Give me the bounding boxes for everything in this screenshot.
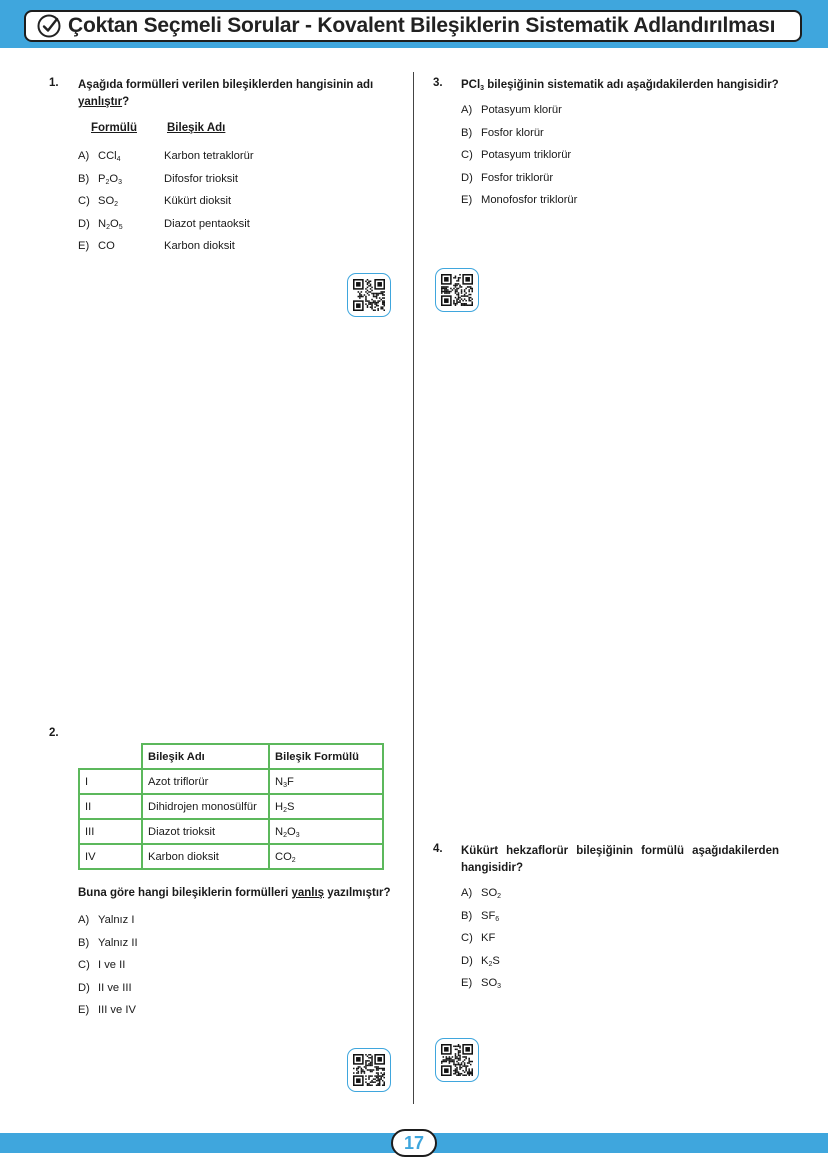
table-header-formula: Bileşik Formülü [269,744,383,769]
option-formula: CO [98,240,115,252]
answer-option-d[interactable] [461,950,779,973]
question-2-stem-underlined: yanlış [291,887,325,899]
option-text: Monofosfor triklorür [481,194,578,206]
option-formula: $SO_2$ [98,195,119,208]
answer-option-d[interactable] [78,213,395,236]
option-text: Potasyum klorür [481,104,562,116]
option-letter: D) [461,954,473,967]
option-compound-name: Karbon dioksit [164,240,235,252]
option-text: Fosfor triklorür [481,171,554,184]
question-1-stem-end: ? [122,96,130,108]
q1-col-formula: Formülü [91,122,137,134]
question-1-options [78,145,395,258]
table-cell-formula: $H_2S$ [269,794,383,819]
option-letter: C) [78,195,90,207]
question-3-number: 3. [433,77,443,89]
table-cell-formula: $N_3F$ [269,769,383,794]
option-text: KF [481,932,496,944]
question-2-stem-text: Buna göre hangi bileşiklerin formülleri [78,887,289,899]
table-row [79,794,383,819]
table-cell-name: Azot triflorür [142,769,269,794]
answer-option-b[interactable] [78,168,395,191]
answer-option-c[interactable] [461,144,791,167]
table-body [79,769,383,869]
question-4-options [461,882,779,995]
option-letter: D) [78,217,90,230]
answer-option-b[interactable] [78,932,395,955]
option-text: III ve IV [98,1004,136,1016]
question-4-stem: Kükürt hekzaflorür bileşiğinin formülü aşağıdakilerden hangisidir? [461,845,779,874]
title-box [24,10,802,42]
table-cell-formula: $CO_2$ [269,844,383,869]
question-1-stem-underlined: yanlıştır [78,96,123,108]
page-title: Çoktan Seçmeli Sorular - Kovalent Bileşiklerin Sistematik Adlandırılması [68,14,776,37]
question-2-number: 2. [49,727,59,739]
answer-option-a[interactable] [78,145,395,168]
answer-option-e[interactable] [78,999,395,1022]
table-cell-roman: III [79,819,142,844]
option-compound-name: Diazot pentaoksit [164,217,250,230]
table-cell-roman: I [79,769,142,794]
option-letter: D) [78,981,90,994]
answer-option-a[interactable] [78,909,395,932]
answer-option-e[interactable] [78,235,395,258]
answer-option-c[interactable] [78,954,395,977]
answer-option-a[interactable] [461,99,791,122]
answer-option-b[interactable] [461,122,791,145]
option-letter: E) [461,194,473,206]
option-text: $K_2S$ [481,954,500,968]
table-header-name: Bileşik Adı [142,744,269,769]
table-cell-formula: $N_2O_3$ [269,819,383,844]
table-cell-roman: IV [79,844,142,869]
answer-option-c[interactable] [78,190,395,213]
answer-option-d[interactable] [461,167,791,190]
table-row [79,769,383,794]
question-3 [461,77,791,94]
option-text: Fosfor klorür [481,126,544,139]
answer-option-a[interactable] [461,882,779,905]
answer-option-e[interactable] [461,972,779,995]
option-letter: B) [461,126,473,139]
question-2-table-wrap [78,743,384,870]
table-cell-name: Dihidrojen monosülfür [142,794,269,819]
option-letter: E) [461,977,473,989]
option-text: I ve II [98,959,126,971]
table-corner [79,744,142,769]
table-header-row [79,744,383,769]
option-letter: C) [461,932,473,944]
question-1 [78,77,395,111]
option-letter: C) [78,959,90,971]
option-text: $SO_2$ [481,887,502,900]
option-letter: D) [461,171,473,184]
option-letter: E) [78,1004,90,1016]
option-letter: B) [78,172,90,185]
option-letter: A) [78,150,90,162]
option-text: $SF_6$ [481,909,500,923]
option-formula: $P_2O_3$ [98,172,122,186]
option-compound-name: Karbon tetraklorür [164,150,254,162]
question-2-options [78,909,395,1022]
answer-option-d[interactable] [78,977,395,1000]
option-letter: B) [461,909,473,922]
question-1-stem-text: Aşağıda formülleri verilen bileşiklerden hangisinin adı [78,79,374,91]
option-text: Yalnız I [98,914,135,926]
option-text: II ve III [98,981,132,994]
answer-option-e[interactable] [461,189,791,212]
table-row [79,819,383,844]
option-text: $SO_3$ [481,977,502,990]
check-circle-icon [36,13,62,39]
question-1-stem [78,77,395,111]
option-letter: E) [78,240,90,252]
qr-code-icon[interactable] [347,1048,391,1092]
table-cell-name: Diazot trioksit [142,819,269,844]
answer-option-c[interactable] [461,927,779,950]
question-2-stem-end: yazılmıştır? [327,887,391,899]
qr-code-icon[interactable] [347,273,391,317]
option-letter: A) [78,914,90,926]
column-divider [413,72,414,1104]
option-text: Potasyum triklorür [481,149,572,161]
q1-col-name: Bileşik Adı [167,122,226,134]
qr-code-icon[interactable] [435,1038,479,1082]
option-letter: C) [461,149,473,161]
question-2-stem [78,885,408,902]
question-4 [461,843,779,877]
qr-code-icon[interactable] [435,268,479,312]
option-letter: B) [78,936,90,949]
question-3-stem: PCl$_3$ bileşiğinin sistematik adı aşağıdakilerden hangisidir? [461,79,779,92]
compound-table [78,743,384,870]
option-text: Yalnız II [98,936,138,949]
question-4-number: 4. [433,843,443,855]
option-formula: CCl$_4$ [98,150,121,163]
table-cell-name: Karbon dioksit [142,844,269,869]
option-formula: $N_2O_5$ [98,217,123,231]
table-cell-roman: II [79,794,142,819]
question-3-options [461,99,791,212]
option-letter: A) [461,887,473,899]
option-compound-name: Kükürt dioksit [164,195,232,207]
question-1-number: 1. [49,77,59,89]
option-compound-name: Difosfor trioksit [164,172,238,185]
answer-option-b[interactable] [461,905,779,928]
table-row [79,844,383,869]
option-letter: A) [461,104,473,116]
page-number: 17 [391,1129,437,1157]
